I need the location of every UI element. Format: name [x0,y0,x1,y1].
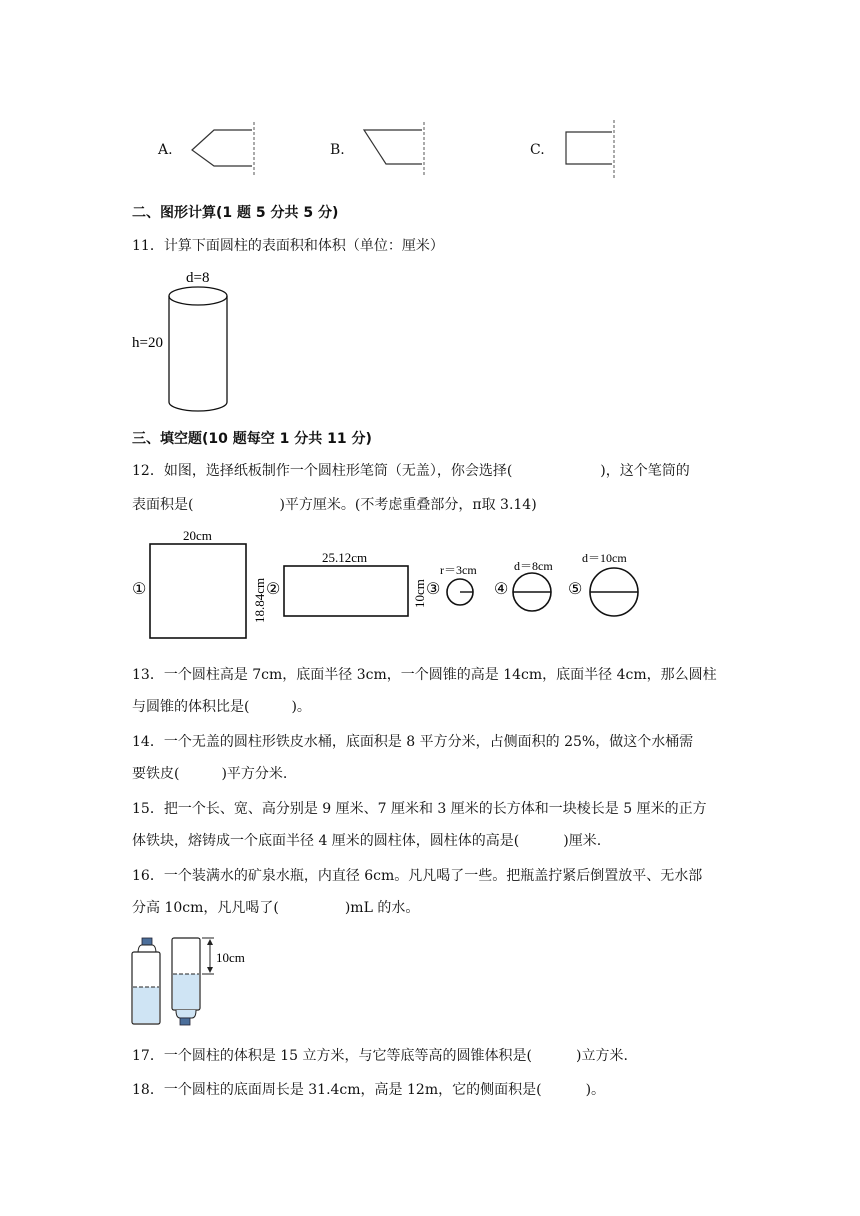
q11-cylinder-figure [132,266,242,420]
shape-2-number: ② [266,581,281,598]
shape-4-label: d＝8cm [514,559,553,573]
q15-line-2: 体铁块，熔铸成一个底面半径 4 厘米的圆柱体，圆柱体的高是( )厘米. [132,833,602,849]
q12-figure [128,522,648,646]
q14-line-2: 要铁皮( )平方分米. [132,766,288,782]
cylinder-diameter-label: d=8 [186,270,210,286]
q15-line-1: 15．把一个长、宽、高分别是 9 厘米、7 厘米和 3 厘米的长方体和一块棱长是 5 厘米的正方 [132,801,707,817]
shape-5-label: d＝10cm [582,551,627,565]
shape-3-number: ③ [426,581,441,598]
shape-1-square [150,544,246,638]
q14-line-1: 14．一个无盖的圆柱形铁皮水桶，底面积是 8 平方分米，占侧面积的 25%，做这个水桶需 [132,734,694,750]
q13-line-2: 与圆锥的体积比是( )。 [132,699,311,715]
cylinder-height-label: h=20 [132,335,163,351]
shape-2-side-label: 10cm [412,579,427,608]
option-a-label: A. [158,142,173,158]
q12-line-2: 表面积是( )平方厘米。(不考虑重叠部分，π取 3.14) [132,497,537,513]
option-c-label: C. [530,142,545,158]
shape-2-rectangle [284,566,408,616]
option-a-figure [190,118,260,180]
q16-line-2: 分高 10cm，凡凡喝了( )mL 的水。 [132,900,420,916]
q18-text: 18．一个圆柱的底面周长是 31.4cm，高是 12m，它的侧面积是( )。 [132,1082,606,1098]
option-b-label: B. [330,142,345,158]
shape-4-number: ④ [494,581,509,598]
shape-2-top-label: 25.12cm [322,550,368,565]
shape-1-side-label: 18.84cm [252,577,267,623]
q13-line-1: 13．一个圆柱高是 7cm，底面半径 3cm，一个圆锥的高是 14cm，底面半径 4cm，那么圆柱 [132,667,717,683]
shape-3-label: r＝3cm [440,563,477,577]
option-b-figure [360,118,430,180]
q16-line-1: 16．一个装满水的矿泉水瓶，内直径 6cm。凡凡喝了一些。把瓶盖拧紧后倒置放平、无水部 [132,868,703,884]
q17-text: 17．一个圆柱的体积是 15 立方米，与它等底等高的圆锥体积是( )立方米. [132,1048,628,1064]
inverted-bottle [172,938,200,1025]
shape-1-top-label: 20cm [183,528,212,543]
q11-text: 11．计算下面圆柱的表面积和体积（单位：厘米） [132,238,444,254]
option-c-figure [560,118,620,180]
shape-1-number: ① [132,581,147,598]
q12-line-1: 12．如图，选择纸板制作一个圆柱形笔筒（无盖），你会选择( )，这个笔筒的 [132,463,690,479]
upright-bottle [132,938,160,1024]
q16-bottles-figure [128,934,268,1030]
height-label: 10cm [216,950,245,965]
section-3-title: 三、填空题(10 题每空 1 分共 11 分) [132,431,372,447]
shape-5-number: ⑤ [568,581,583,598]
section-2-title: 二、图形计算(1 题 5 分共 5 分) [132,205,339,221]
